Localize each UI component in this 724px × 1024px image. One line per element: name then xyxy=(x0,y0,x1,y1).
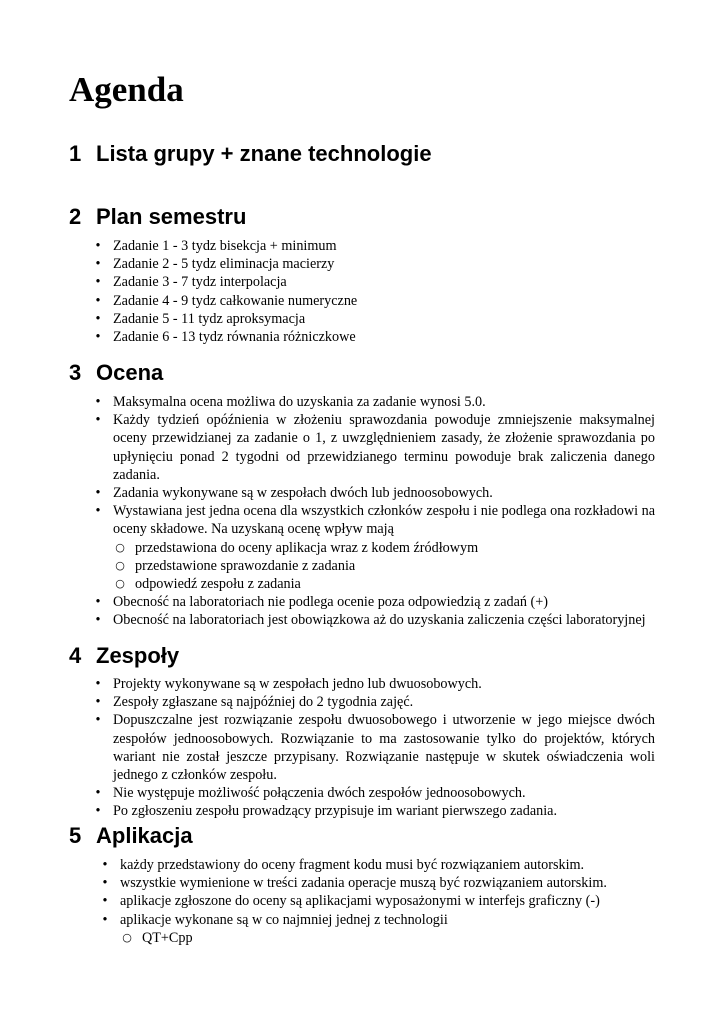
section-4-heading xyxy=(69,642,179,670)
section-number: 5 xyxy=(69,823,82,848)
section-title: Aplikacja xyxy=(96,823,193,848)
section-title: Ocena xyxy=(96,360,164,385)
section-number: 4 xyxy=(69,643,82,668)
list-item: • Zadanie 5 - 11 tydz aproksymacja xyxy=(91,310,655,328)
sub-list-item: ○ QT+Cpp xyxy=(120,929,658,947)
section-title: Lista grupy + znane technologie xyxy=(96,141,432,166)
section-2-heading xyxy=(69,203,246,231)
sub-list-item: ○ przedstawiona do oceny aplikacja wraz z kodem źródłowym xyxy=(113,539,655,557)
list-item: • Zadanie 1 - 3 tydz bisekcja + minimum xyxy=(91,237,655,255)
list-item: • wszystkie wymienione w treści zadania operacje muszą być rozwiązaniem autorskim. xyxy=(98,874,658,892)
sub-list xyxy=(120,929,658,947)
grading-list xyxy=(91,393,655,630)
list-item: • Zadanie 2 - 5 tydz eliminacja macierzy xyxy=(91,255,655,273)
list-item: • każdy przedstawiony do oceny fragment kodu musi być rozwiązaniem autorskim. xyxy=(98,856,658,874)
list-item: • Zadania wykonywane są w zespołach dwóch lub jednoosobowych. xyxy=(91,484,655,502)
teams-list xyxy=(91,675,655,821)
list-item: • Nie występuje możliwość połączenia dwóch zespołów jednoosobowych. xyxy=(91,784,655,802)
list-item-text: Wystawiana jest jedna ocena dla wszystkich członków zespołu i nie podlega ona rozkładowi na oceny składowe. Na uzyskaną ocenę wpływ mają xyxy=(113,503,655,538)
list-item: • Obecność na laboratoriach nie podlega ocenie poza odpowiedzią z zadań (+) xyxy=(91,593,655,611)
sub-list xyxy=(113,539,655,594)
list-item xyxy=(91,502,655,593)
sub-list-item: ○ odpowiedź zespołu z zadania xyxy=(113,575,655,593)
section-title: Plan semestru xyxy=(96,204,247,229)
section-title: Zespoły xyxy=(96,643,180,668)
plan-list xyxy=(91,237,655,346)
list-item: • Projekty wykonywane są w zespołach jedno lub dwuosobowych. xyxy=(91,675,655,693)
list-item: • Zadanie 6 - 13 tydz równania różniczkowe xyxy=(91,328,655,346)
section-5-heading xyxy=(69,822,193,850)
section-number: 2 xyxy=(69,204,82,229)
list-item: • Zadanie 3 - 7 tydz interpolacja xyxy=(91,273,655,291)
list-item: • Dopuszczalne jest rozwiązanie zespołu dwuosobowego i utworzenie w jego miejsce dwóch zespołów jednoosobowych. Rozwiązanie to ma zastosowanie tylko do projektów, których wariant nie został jeszcze przypisany. Rozwiązanie następuje w skutek oświadczenia woli jednego z członków zespołu. xyxy=(91,711,655,784)
list-item: • aplikacje zgłoszone do oceny są aplikacjami wyposażonymi w interfejs graficzny (-) xyxy=(98,892,658,910)
list-item: • Każdy tydzień opóźnienia w złożeniu sprawozdania powoduje zmniejszenie maksymalnej oceny przewidzianej za zadanie o 1, z uwzględnieniem zasady, że złożenie sprawozdania po upłynięciu ponad 2 tygodni od przewidzianego terminu powoduje brak zaliczenia danego zadania. xyxy=(91,411,655,484)
section-number: 1 xyxy=(69,141,82,166)
application-list xyxy=(98,856,658,947)
section-1-heading xyxy=(69,140,432,168)
list-item: • Po zgłoszeniu zespołu prowadzący przypisuje im wariant pierwszego zadania. xyxy=(91,802,655,820)
section-number: 3 xyxy=(69,360,82,385)
list-item: • Maksymalna ocena możliwa do uzyskania za zadanie wynosi 5.0. xyxy=(91,393,655,411)
list-item xyxy=(98,911,658,947)
list-item-text: aplikacje wykonane są w co najmniej jednej z technologii xyxy=(120,911,448,928)
sub-list-item: ○ przedstawione sprawozdanie z zadania xyxy=(113,557,655,575)
list-item: • Zadanie 4 - 9 tydz całkowanie numeryczne xyxy=(91,292,655,310)
list-item: • Zespoły zgłaszane są najpóźniej do 2 tygodnia zajęć. xyxy=(91,693,655,711)
list-item: • Obecność na laboratoriach jest obowiązkowa aż do uzyskania zaliczenia części laboratoryjnej xyxy=(91,611,655,629)
page-title: Agenda xyxy=(69,70,184,109)
section-3-heading xyxy=(69,359,163,387)
